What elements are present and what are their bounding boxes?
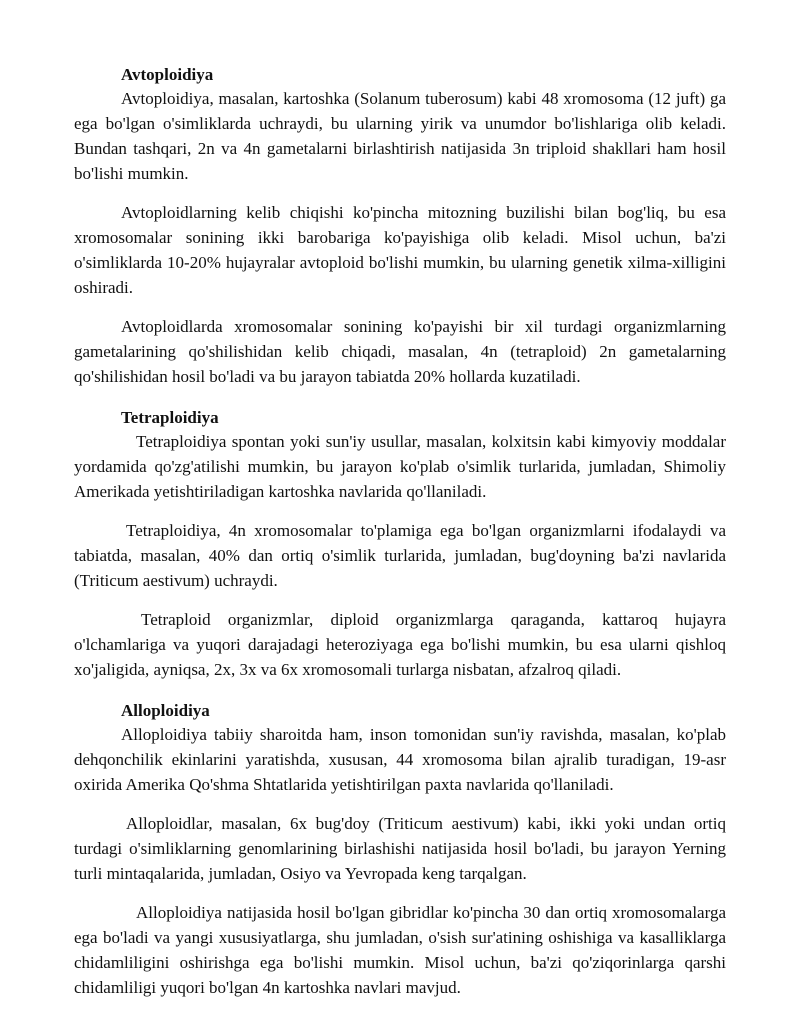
paragraph: Tetraploidiya spontan yoki sun'iy usullar, masalan, kolxitsin kabi kimyoviy moddalar yordamida qo'zg'atilishi mumkin, bu jarayon ko'plab o'simlik turlarida, jumladan, Shimoliy Amerikada yetishtiriladigan kartoshka navlarida qo'llaniladi. <box>74 432 726 501</box>
paragraph: Avtoploidiya, masalan, kartoshka (Solanum tuberosum) kabi 48 xromosoma (12 juft) ga ega bo'lgan o'simliklarda uchraydi, bu ularning yirik va unumdor bo'lishlariga olib keladi. Bundan tashqari, 2n va 4n gametalarni birlashtirish natijasida 3n triploid shakllari ham hosil bo'lishi mumkin. <box>74 89 726 183</box>
paragraph: Tetraploid organizmlar, diploid organizmlarga qaraganda, kattaroq hujayra o'lchamlariga va yuqori darajadagi heteroziyaga ega bo'lishi mumkin, bu esa ularni qishloq xo'jaligida, ayniqsa, 2x, 3x va 6x xromosomali turlarga nisbatan, afzalroq qiladi. <box>74 610 726 679</box>
paragraph: Avtoploidlarda xromosomalar sonining ko'payishi bir xil turdagi organizmlarning gametalarining qo'shilishidan kelib chiqadi, masalan, 4n (tetraploid) 2n gametalarning qo'shilishidan hosil bo'ladi va bu jarayon tabiatda 20% hollarda kuzatiladi. <box>74 317 726 386</box>
section-heading-avtoploidiya: Avtoploidiya <box>121 65 214 84</box>
paragraph: Alloploidiya natijasida hosil bo'lgan gibridlar ko'pincha 30 dan ortiq xromosomalarga ega bo'ladi va yangi xususiyatlarga, shu jumladan, o'sish sur'atining oshishiga va kasalliklarga chidamliligini oshirishga ega bo'lishi mumkin. Misol uchun, ba'zi qo'ziqorinlarga qarshi chidamliligi yuqori bo'lgan 4n kartoshka navlari mavjud. <box>74 903 726 997</box>
section-heading-tetraploidiya: Tetraploidiya <box>121 408 219 427</box>
paragraph: Alloploidlar, masalan, 6x bug'doy (Triticum aestivum) kabi, ikki yoki undan ortiq turdagi o'simliklarning genomlarining birlashishi natijasida hosil bo'ladi, bu jarayon Yerning turli mintaqalarida, jumladan, Osiyo va Yevropada keng tarqalgan. <box>74 814 726 883</box>
paragraph: Tetraploidiya, 4n xromosomalar to'plamiga ega bo'lgan organizmlarni ifodalaydi va tabiatda, masalan, 40% dan ortiq o'simlik turlarida, jumladan, bug'doyning ba'zi navlarida (Triticum aestivum) uchraydi. <box>74 521 726 590</box>
section-heading-alloploidiya: Alloploidiya <box>121 701 210 720</box>
paragraph: Avtoploidlarning kelib chiqishi ko'pincha mitozning buzilishi bilan bog'liq, bu esa xromosomalar sonining ikki barobariga ko'payishiga olib keladi. Misol uchun, ba'zi o'simliklarda 10-20% hujayralar avtoploid bo'lishi mumkin, bu ularning genetik xilma-xilligini oshiradi. <box>74 203 726 297</box>
paragraph: Alloploidiya tabiiy sharoitda ham, inson tomonidan sun'iy ravishda, masalan, ko'plab dehqonchilik ekinlarini yaratishda, xususan, 44 xromosoma bilan ajralib turadigan, 19-asr oxirida Amerika Qo'shma Shtatlarida yetishtirilgan paxta navlarida qo'llaniladi. <box>74 725 726 794</box>
